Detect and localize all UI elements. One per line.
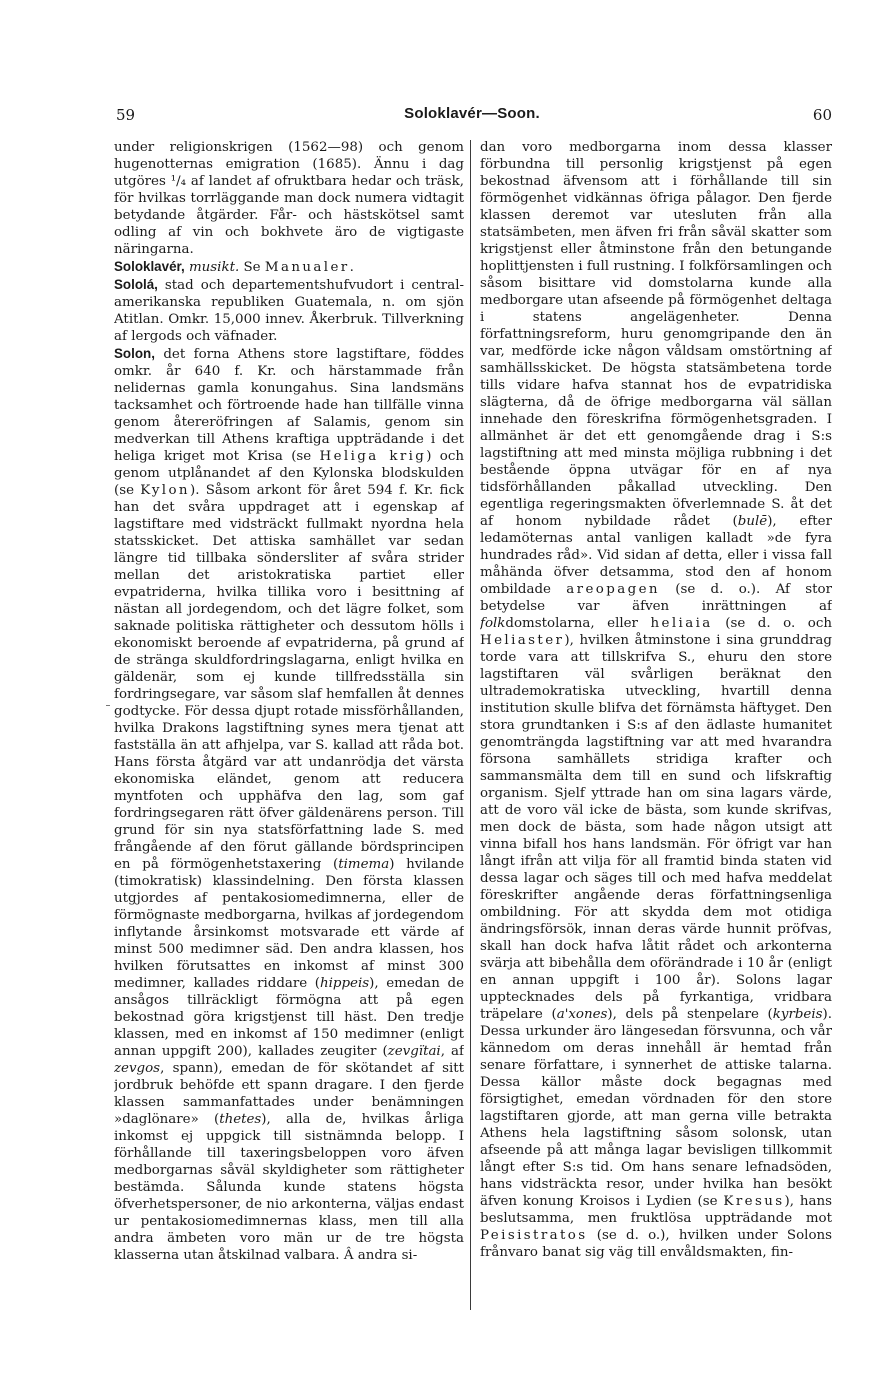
entry-text: ), emedan de ansågos tillräckligt förmögna att på egen bekostnad göra krigstjenst till häst. Den tredje klassen, med en inkomst af 150 medimner (enligt annan uppgift 200), kallades zeugiter (	[114, 976, 464, 1059]
entry-text: (se d. o. och	[712, 616, 832, 631]
entry-text: , spann), emedan de för skötandet af sitt jordbruk behöfde ett spann dragare. I den fjerde klassen sammanfattades under benämningen »daglönare» (	[114, 1061, 464, 1127]
entry-text: det forna Athens store lagstiftare, föddes omkr. år 640 f. Kr. och härstammade från nelidernas gamla konungahus. Sina landsmäns tacksamhet och förtroende hade han tillfälle vinna genom återeröfringen af Salamis, genom sin medverkan till Athens kraftiga uppträdande i det heliga kriget mot Krisa (se	[114, 347, 464, 464]
entry-text: ), efter ledamöternas antal vanligen kalladt »de fyra hundrades råd». Vid sidan af detta, eller i vissa fall måhända öfver detsamma, stod den af honom ombildade	[480, 514, 832, 597]
entry-text: ). Såsom arkont för året 594 f. Kr. fick han det svåra uppdraget att i egenskap af lagstiftare med vidsträckt fullmakt nyordna hela statsskicket. Det attiska samhället var sedan längre tid tillbaka söndersliter af svåra strider mellan det aristokratiska partiet eller evpatriderna, hvilka tillika voro i besittning af nästan all jordegendom, och det lägre folket, som saknade politiska rättigheter och dessutom hölls i ekonomiskt beroende af evpatriderna, på grund af de stränga skuldfordringslagarna, enligt hvilka en gäldenär, som ej kunde tillfredsställa sin fordringsegare, var såsom slaf hemfallen åt dennes godtycke. För dessa djupt rotade missförhållanden, hvilka Drakons lagstiftning synes mera tjenat att fastställa än att afhjelpa, var S. kallad att råda bot. Hans första åtgärd var att undanrödja det värsta ekonomiska eländet, genom att reducera myntfoten och upphäfva den lag, som gaf fordringsegaren rätt öfver gäldenärens person. Till grund för sin nya statsförfattning lade S. med frångående af den förut gällande bördsprincipen en på förmögenhetstaxering (	[114, 483, 464, 872]
cross-reference: Manualer	[264, 260, 350, 275]
subject-label: musikt.	[188, 260, 240, 275]
page-number-right: 60	[812, 106, 832, 124]
entry-soloklaver	[114, 258, 464, 276]
margin-mark	[106, 705, 110, 706]
greek-term: zevgos	[114, 1061, 161, 1076]
entry-solon-continued	[480, 139, 832, 1261]
running-title: Soloklavér—Soon.	[404, 105, 540, 122]
entry-text: (se d. o.). Af stor betydelse var äfven inrättningen af	[480, 582, 832, 614]
entry-text: ), dels på stenpelare (	[607, 1007, 773, 1022]
cross-reference: Peisistratos	[480, 1228, 588, 1243]
entry-text: domstolarna, eller	[505, 616, 651, 631]
headword: Soloklavér,	[114, 259, 185, 274]
entry-solon	[114, 345, 464, 1264]
cross-reference: Kresus	[723, 1194, 785, 1209]
greek-term: zevgïtai	[387, 1044, 441, 1059]
headword: Solon,	[114, 346, 155, 361]
greek-term: kyrbeis	[772, 1007, 823, 1022]
entry-text: dan voro medborgarna inom dessa klasser förbundna till personlig krigstjenst på egen bekostnad äfvensom att i förhållande till sin förmögenhet vidkännas öfriga pålagor. Den fjerde klassen deremot var utesluten från alla statsämbeten, men äfven fri från såväl skatter som krigstjenst eller åtminstone från den betungande hoplittjensten i full rustning. I folkförsamlingen och såsom bisittare vid domstolarna kunde alla medborgare utan afseende på förmögenhet deltaga i statens angelägenheter. Denna författningsreform, huru genomgripande den än var, medförde icke någon våldsam omstörtning af samhällsskicket. De högsta statsämbetena torde tills vidare hafva stannat hos de evpatridiska slägterna, då de öfrige medborgarna väl sällan innehade den föreskrifna förmögenhetsgraden. I allmänhet är det ett genomgående drag i S:s lagstiftning att med minsta möjliga rubbning i det bestående öppna utvägar för en af nya tidsförhållanden påkallad utveckling. Den egentliga regeringsmakten öfverlemnade S. åt det af honom nybildade rådet (	[480, 140, 832, 529]
entry-text: ) och genom utplånandet af den Kylonska blodskulden (se	[114, 449, 464, 498]
entry-text: stad och departementshufvudort i central-amerikanska republiken Guatemala, n. om sjön Atitlan. Omkr. 15,000 innev. Åkerbruk. Tillverkning af lergods och väfnader.	[114, 278, 464, 344]
entry-text: Se	[239, 260, 265, 275]
cross-reference: Kylon	[140, 483, 190, 498]
entry-solola	[114, 276, 464, 345]
page-number-left: 59	[116, 106, 136, 124]
entry-text: ). Dessa urkunder äro längesedan försvunna, och vår kännedom om deras innehåll är hemtad från senare författare, i synnerhet de attiske talarna. Dessa källor måste dock begagnas med försigtighet, emedan vördnaden för den store lagstiftaren gjorde, att man gerna ville betrakta Athens hela lagstiftning såsom solonsk, utan afseende på att många lagar bevisligen tillkommit långt efter S:s tid. Om hans senare lefnadsöden, hans vidsträckta resor, under hvilka han besökt äfven konung Kroisos i Lydien (se	[480, 1007, 832, 1209]
entry-text: ), hans beslutsamma, men fruktlösa uppträdande mot	[480, 1194, 832, 1226]
greek-term: bulē	[737, 514, 768, 529]
column-rule	[470, 140, 471, 1310]
greek-term: a'xones	[556, 1007, 608, 1022]
entry-text: ) hvilande (timokratisk) klassindelning. Den första klassen utgjordes af pentakosiomedimnerna, eller de förmögnaste medborgarna, hvilkas af jordegendom inflytande årsinkomst motsvarade ett värde af minst 500 medimner säd. Den andra klassen, hos hvilken förutsattes en inkomst af minst 300 medimner, kallades riddare (	[114, 857, 464, 991]
headword: Sololá,	[114, 277, 158, 292]
greek-term: thetes	[219, 1112, 262, 1127]
cross-reference: Heliga krig	[319, 449, 427, 464]
cross-reference: areopagen	[566, 582, 660, 597]
greek-term: hippeis	[320, 976, 370, 991]
entry-text: .	[349, 260, 354, 275]
cross-reference: heliaia	[650, 616, 713, 631]
entry-text: ), hvilken åtminstone i sina grunddrag torde vara att tillskrifva S., ehuru den store lagstiftaren väl svårligen beräknat den ultrademokratiska utveckling, hvartill denna institution skulle blifva det förnämsta häftyget. Den stora grundtanken i S:s af den ädlaste humanitet genomträngda lagstiftning var att med hvarandra försona samhällets stridiga krafter och sammansmälta dem till en sund och lifskraftig organism. Sjelf yttrade han om sina lagars värde, att de voro väl icke de bästa, som kunde skrifvas, men dock de bästa, som hade någon utsigt att vinna bifall hos hans landsmän. För öfrigt var han långt ifrån att vilja för all framtid binda staten vid dessa lagar och säges till och med hafva meddelat föreskrifter angående deras författningsenliga ombildning. För att skydda dem mot otidiga ändringsförsök, innan deras värde hunnit pröfvas, skall han dock hafva låtit rådet och arkonterna svärja att bibehålla dem oförändrade i 10 år (enligt en annan uppgift i 100 år). Solons lagar upptecknades dels på fyrkantiga, vridbara träpelare (	[480, 633, 832, 1022]
entry-text: (se d. o.), hvilken under Solons frånvaro banat sig väg till envåldsmakten, fin-	[480, 1228, 832, 1260]
running-header	[112, 102, 832, 126]
emphasis-term: folk	[480, 616, 506, 631]
greek-term: timema	[338, 857, 390, 872]
right-column	[480, 139, 832, 1319]
paragraph-continuation: under religionskrigen (1562—98) och genom hugenotternas emigration (1685). Ännu i dag utgöres ¹/₄ af landet af ofruktbara hedar och träsk, för hvilkas torrläggande man dock numera vidtagit betydande åtgärder. Får- och hästskötsel samt odling af vin och bokhvete äro de vigtigaste näringarna.	[114, 140, 464, 257]
entry-text: , af	[440, 1044, 464, 1059]
left-column	[114, 139, 464, 1319]
cross-reference: Heliaster	[480, 633, 565, 648]
entry-text: ), alla de, hvilkas årliga inkomst ej uppgick till sistnämnda belopp. I förhållande till taxeringsbeloppen voro äfven medborgarnas såväl skyldigheter som rättigheter bestämda. Sålunda kunde statens högsta öfverhetspersoner, de nio arkonterna, väljas endast ur pentakosiomedimnernas klass, men till alla andra ämbeten voro män ur de tre högsta klasserna utan åtskilnad valbara. Â andra si-	[114, 1112, 464, 1263]
